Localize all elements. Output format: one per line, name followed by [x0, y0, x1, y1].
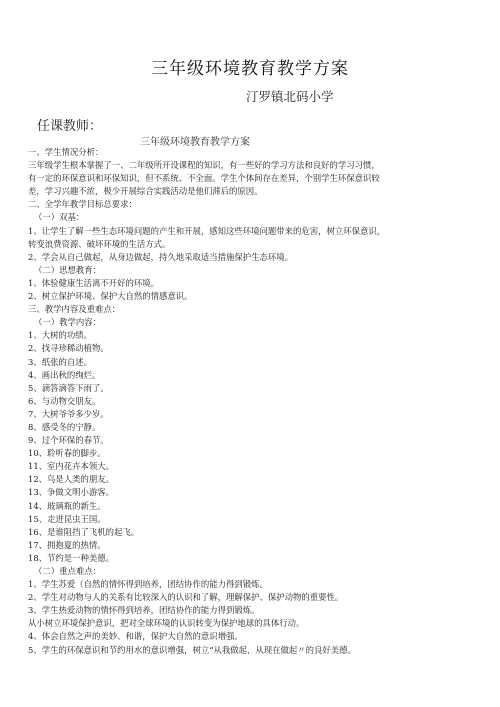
body-line: 1、让学生了解一些生态环境问题的产生和开展，感知这些环境问题带来的危害，树立环保意识， — [28, 225, 386, 236]
body-line: 12、鸟是人类的朋友。 — [28, 474, 115, 485]
body-line: 一、学生情况分析： — [28, 147, 104, 157]
body-line: 有一定的环保意识和环保知识，但不系统、不全面。学生个体间存在差异，个别学生环保意识较 — [28, 173, 380, 184]
body-line: 4、体会自然之声的美妙、和谐，保护大自然的意识增强。 — [28, 631, 243, 642]
document-body — [28, 146, 468, 657]
body-line: 18、节约是一种美德。 — [28, 552, 115, 563]
school-name: 汀罗镇北码小学 — [246, 89, 334, 104]
body-line: 1、学生苏爱（自然的情怀得到培养，团结协作的能力得到锻炼。 — [28, 579, 268, 590]
body-line: 5、滴答滴答下雨了。 — [28, 382, 109, 393]
body-line: （二）重点难点： — [34, 566, 101, 576]
body-line: 3、学生热爱动物的情怀得到培养，团结协作的能力得到锻炼。 — [28, 605, 260, 616]
body-line: 5、学生的环保意识和节约用水的意识增强，树立“从我做起，从现在做起〃的良好美德。 — [28, 644, 356, 655]
body-line: 15、走进昆虫王国。 — [28, 513, 106, 524]
body-line: 10、聆听春的脚步。 — [28, 448, 106, 459]
body-line: 6、与动物交朋友。 — [28, 395, 101, 406]
body-line: 8、感受冬的宁静。 — [28, 421, 101, 432]
body-line: （一）双基： — [34, 212, 85, 223]
body-line: 转变浪费资源、破坏环境的生活方式。 — [28, 238, 171, 249]
body-line: 13、争做文明小游客。 — [28, 487, 115, 498]
document-subtitle: 三年级环境教育教学方案 — [140, 137, 250, 148]
body-line: 16、是谁阻挡了飞机的起飞。 — [28, 526, 140, 537]
body-line: 二、全学年教学目标总要求： — [28, 199, 137, 210]
body-line: 4、画出秋的绚烂。 — [28, 369, 101, 380]
teacher-label: 任课教师： — [37, 119, 103, 134]
body-line: 1、大树的功绩。 — [28, 330, 92, 341]
body-line: 三、教学内容及重难点： — [28, 304, 121, 315]
body-line: 1、体验健康生活离不开好的环境。 — [28, 277, 159, 288]
body-line: 三年级学生根本掌握了一、二年级所开设课程的知识，有一些好的学习方法和良好的学习习惯， — [28, 160, 380, 171]
body-line: 7、大树爷爷多少岁。 — [28, 408, 109, 419]
body-line: 14、玻璃瓶的新生。 — [28, 500, 106, 511]
document-title: 三年级环境教育教学方案 — [151, 59, 349, 79]
body-line: 2、学生对动物与人的关系有比较深入的认识和了解，理解保护、保护动物的重要性。 — [28, 592, 344, 603]
body-line: 2、找寻珍稀动植物。 — [28, 343, 109, 354]
body-line: 2、树立保护环境、保护大自然的情感意识。 — [28, 291, 193, 302]
body-line: 2、学会从自己做起，从身边做起，持久地采取适当措施保护生态环境。 — [28, 251, 293, 262]
body-line: 从小树立环境保护意识，把对全球环境的认识转变为保护地球的具体行动。 — [28, 618, 305, 629]
body-line: 9、过个环保的春节。 — [28, 435, 109, 446]
body-line: 差，学习兴趣不浓，极少开展综合实践活动是他们滞后的原因。 — [28, 186, 263, 197]
body-line: 17、拥抱夏的热情。 — [28, 539, 106, 550]
body-line: 11、室内花卉本领大。 — [28, 461, 115, 472]
body-line: （二）思想教育： — [34, 264, 101, 275]
body-line: （一）教学内容： — [34, 317, 101, 328]
body-line: 3、纸张的自述。 — [28, 356, 92, 367]
